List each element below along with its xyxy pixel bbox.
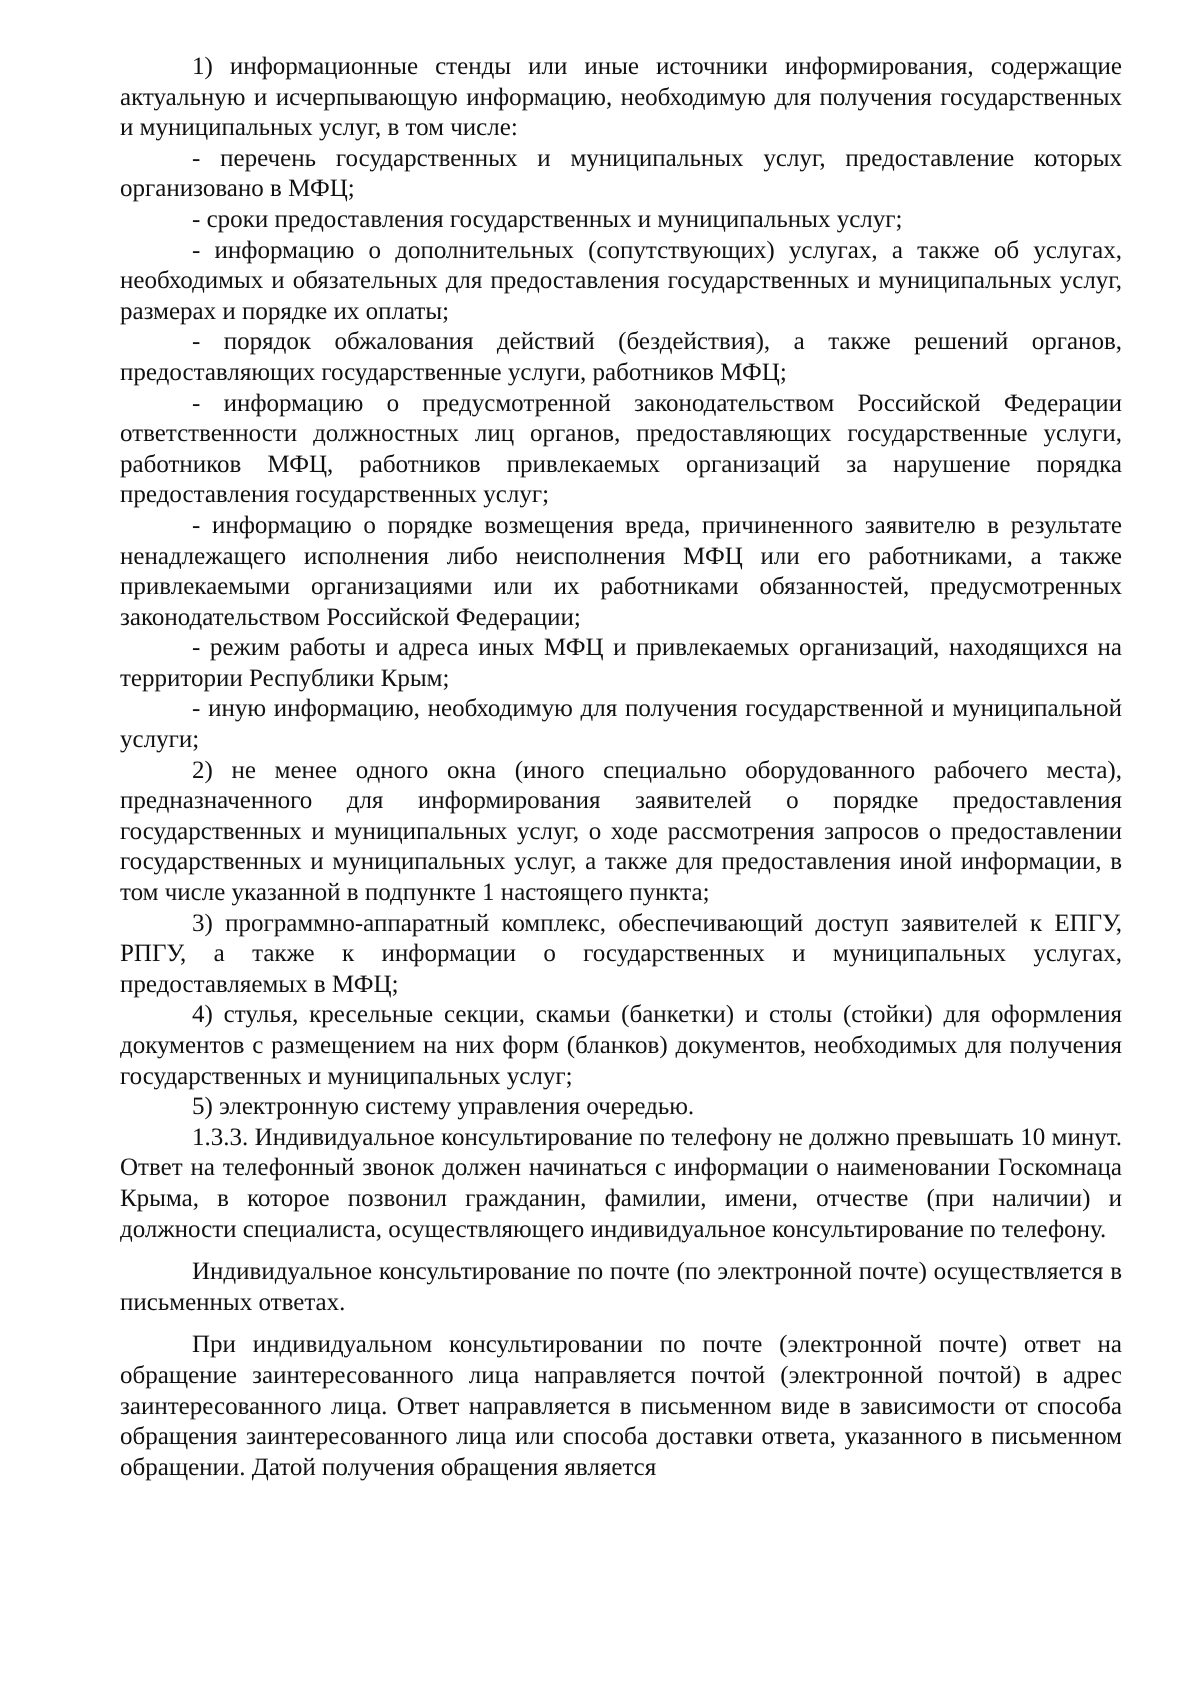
paragraph-additional-services: - информацию о дополнительных (сопутствующих) услугах, а также об услугах, необходимых и обязательных для предоставления государственных и муниципальных услуг, размерах и порядке их оплаты; xyxy=(120,236,1122,325)
document-body xyxy=(120,52,1122,1483)
paragraph-queue-system: 5) электронную систему управления очередью. xyxy=(192,1093,695,1121)
paragraph-furniture: 4) стулья, кресельные секции, скамьи (банкетки) и столы (стойки) для оформления документов с размещением на них форм (бланков) документов, необходимых для получения государственных и муниципальных услуг; xyxy=(120,1001,1122,1090)
paragraph-services-list: - перечень государственных и муниципальных услуг, предоставление которых организовано в МФЦ; xyxy=(120,144,1122,203)
paragraph-hardware-complex: 3) программно-аппаратный комплекс, обеспечивающий доступ заявителей к ЕПГУ, РПГУ, а также к информации о государственных и муниципальных услугах, предоставляемых в МФЦ; xyxy=(120,909,1122,998)
paragraph-phone-consulting: 1.3.3. Индивидуальное консультирование по телефону не должно превышать 10 минут. Ответ на телефонный звонок должен начинаться с информации о наименовании Госкомнаца Крыма, в которое позвонил гражданин, фамилии, имени, отчестве (при наличии) и должности специалиста, осуществляющего индивидуальное консультирование по телефону. xyxy=(120,1123,1122,1243)
paragraph-service-terms: - сроки предоставления государственных и муниципальных услуг; xyxy=(192,205,903,233)
paragraph-appeal-procedure: - порядок обжалования действий (бездействия), а также решений органов, предоставляющих государственные услуги, работников МФЦ; xyxy=(120,328,1122,386)
paragraph-service-window: 2) не менее одного окна (иного специально оборудованного рабочего места), предназначенного для информирования заявителей о порядке предоставления государственных и муниципальных услуг, о ходе рассмотрения запросов о предоставлении государственных и муниципальных услуг, а также для предоставления иной информации, в том числе указанной в подпункте 1 настоящего пункта; xyxy=(120,756,1122,907)
paragraph-mail-consulting: Индивидуальное консультирование по почте (по электронной почте) осуществляется в письменных ответах. xyxy=(120,1258,1122,1316)
paragraph-damage-compensation: - информацию о порядке возмещения вреда, причиненного заявителю в результате ненадлежащего исполнения либо неисполнения МФЦ или его работниками, а также привлекаемыми организациями или их работниками обязанностей, предусмотренных законодательством Российской Федерации; xyxy=(120,511,1122,631)
paragraph-liability-info: - информацию о предусмотренной законодательством Российской Федерации ответственности должностных лиц органов, предоставляющих государственные услуги, работников МФЦ, работников привлекаемых организаций за нарушение порядка предоставления государственных услуг; xyxy=(120,389,1122,509)
paragraph-mail-response: При индивидуальном консультировании по почте (электронной почте) ответ на обращение заинтересованного лица направляется почтой (электронной почтой) в адрес заинтересованного лица. Ответ направляется в письменном виде в зависимости от способа обращения заинтересованного лица или способа доставки ответа, указанного в письменном обращении. Датой получения обращения является xyxy=(120,1331,1122,1481)
paragraph-other-info: - иную информацию, необходимую для получения государственной и муниципальной услуги; xyxy=(120,695,1122,754)
paragraph-info-stands: 1) информационные стенды или иные источники информирования, содержащие актуальную и исчерпывающую информацию, необходимую для получения государственных и муниципальных услуг, в том числе: xyxy=(120,53,1122,142)
paragraph-working-hours: - режим работы и адреса иных МФЦ и привлекаемых организаций, находящихся на территории Республики Крым; xyxy=(120,634,1122,692)
